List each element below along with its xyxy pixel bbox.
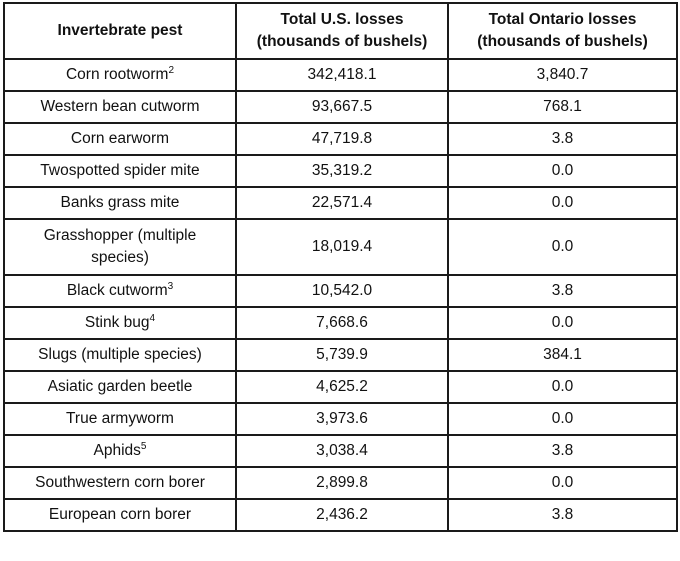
pest-name-text: Asiatic garden beetle: [47, 378, 193, 395]
cell-ontario-losses: 0.0: [448, 187, 677, 219]
cell-ontario-losses: 3.8: [448, 123, 677, 155]
cell-us-losses: 7,668.6: [236, 307, 448, 339]
cell-ontario-losses: 3.8: [448, 499, 677, 531]
table-row: [4, 275, 677, 307]
cell-ontario-losses: 0.0: [448, 307, 677, 339]
table-row: [4, 339, 677, 371]
cell-pest-name: [4, 219, 236, 275]
cell-us-losses: 342,418.1: [236, 59, 448, 91]
cell-us-losses: 22,571.4: [236, 187, 448, 219]
pest-name-text: Slugs (multiple species): [38, 346, 202, 363]
cell-pest-name: [4, 467, 236, 499]
cell-pest-name: [4, 91, 236, 123]
table-row: [4, 59, 677, 91]
cell-pest-name: [4, 275, 236, 307]
pest-name-text: Corn earworm: [70, 130, 170, 147]
cell-us-losses: 2,899.8: [236, 467, 448, 499]
cell-us-losses: 2,436.2: [236, 499, 448, 531]
cell-us-losses: 47,719.8: [236, 123, 448, 155]
cell-pest-name: [4, 499, 236, 531]
footnote-marker: 2: [168, 64, 175, 76]
footnote-marker: 5: [140, 440, 147, 452]
table-row: [4, 123, 677, 155]
table-header-row: [4, 3, 677, 59]
cell-us-losses: 10,542.0: [236, 275, 448, 307]
header-us-losses: Total U.S. losses (thousands of bushels): [236, 3, 448, 59]
cell-pest-name: [4, 307, 236, 339]
pest-name-text: Southwestern corn borer: [35, 474, 205, 491]
table-row: [4, 91, 677, 123]
header-ontario-losses: Total Ontario losses (thousands of bushels): [448, 3, 677, 59]
cell-us-losses: 3,038.4: [236, 435, 448, 467]
cell-pest-name: [4, 435, 236, 467]
cell-us-losses: 4,625.2: [236, 371, 448, 403]
cell-ontario-losses: 0.0: [448, 403, 677, 435]
pest-name-text: Banks grass mite: [60, 194, 180, 211]
cell-ontario-losses: 0.0: [448, 155, 677, 187]
cell-us-losses: 18,019.4: [236, 219, 448, 275]
table-row: [4, 371, 677, 403]
cell-pest-name: [4, 187, 236, 219]
cell-ontario-losses: 384.1: [448, 339, 677, 371]
table-row: [4, 307, 677, 339]
cell-us-losses: 5,739.9: [236, 339, 448, 371]
pest-name-text: Black cutworm: [66, 282, 168, 299]
cell-ontario-losses: 3,840.7: [448, 59, 677, 91]
header-invertebrate-pest: Invertebrate pest: [4, 3, 236, 59]
cell-pest-name: [4, 123, 236, 155]
pest-losses-table: [3, 2, 678, 532]
cell-pest-name: [4, 59, 236, 91]
pest-name-text: European corn borer: [48, 506, 192, 523]
pest-name-text: True armyworm: [66, 410, 174, 427]
table-row: [4, 435, 677, 467]
cell-pest-name: [4, 403, 236, 435]
table-row: [4, 467, 677, 499]
cell-ontario-losses: 3.8: [448, 275, 677, 307]
footnote-marker: 3: [167, 280, 174, 292]
table-row: [4, 403, 677, 435]
pest-name-text: Western bean cutworm: [40, 98, 200, 115]
cell-ontario-losses: 3.8: [448, 435, 677, 467]
pest-name-text: Grasshopper (multiple species): [43, 227, 197, 266]
cell-ontario-losses: 0.0: [448, 371, 677, 403]
pest-name-text: Twospotted spider mite: [40, 162, 200, 179]
cell-ontario-losses: 0.0: [448, 219, 677, 275]
cell-us-losses: 93,667.5: [236, 91, 448, 123]
table-row: [4, 187, 677, 219]
cell-pest-name: [4, 155, 236, 187]
pest-name-text: Aphids: [93, 442, 141, 459]
cell-pest-name: [4, 339, 236, 371]
cell-us-losses: 35,319.2: [236, 155, 448, 187]
pest-name-text: Stink bug: [84, 314, 150, 331]
cell-ontario-losses: 0.0: [448, 467, 677, 499]
cell-pest-name: [4, 371, 236, 403]
table-row: [4, 219, 677, 275]
table-row: [4, 499, 677, 531]
table-row: [4, 155, 677, 187]
cell-us-losses: 3,973.6: [236, 403, 448, 435]
pest-name-text: Corn rootworm: [65, 66, 169, 83]
cell-ontario-losses: 768.1: [448, 91, 677, 123]
footnote-marker: 4: [149, 312, 156, 324]
